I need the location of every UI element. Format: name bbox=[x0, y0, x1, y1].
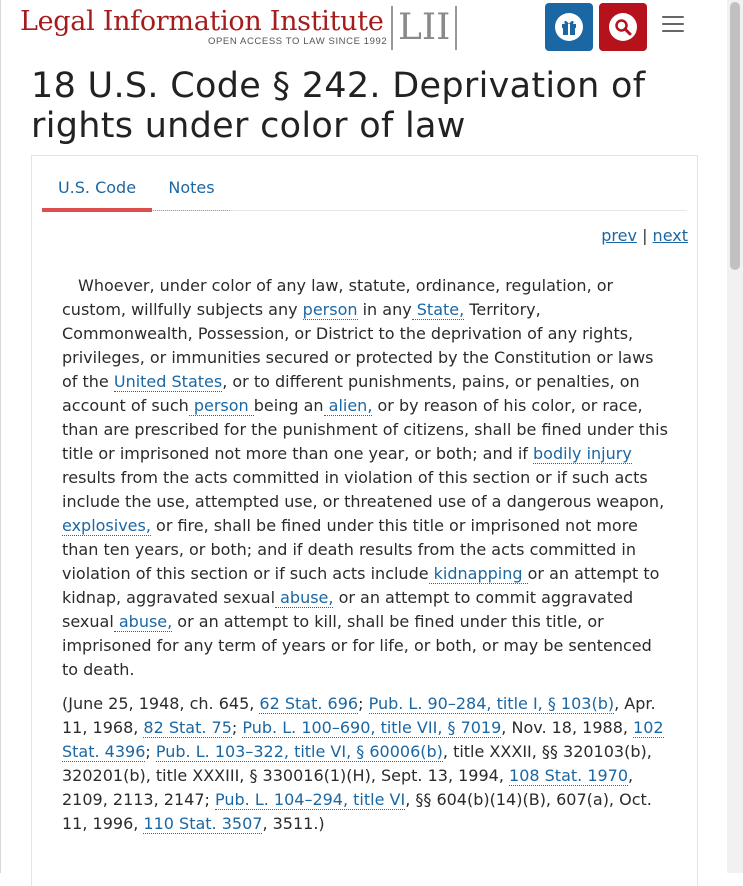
prev-next-nav bbox=[601, 226, 688, 245]
next-link[interactable]: next bbox=[652, 226, 688, 245]
page-title: 18 U.S. Code § 242. Deprivation of rights under color of law bbox=[31, 66, 646, 146]
logo-tagline: OPEN ACCESS TO LAW SINCE 1992 bbox=[208, 36, 388, 47]
definition-link-person[interactable]: person bbox=[302, 300, 358, 319]
prev-link[interactable]: prev bbox=[601, 226, 637, 245]
definition-link-abuse[interactable]: abuse, bbox=[275, 588, 334, 607]
search-button[interactable] bbox=[599, 3, 647, 51]
tab-bar bbox=[42, 170, 687, 211]
definition-link-explosives[interactable]: explosives, bbox=[62, 516, 151, 535]
logo-lii-mark: LII bbox=[391, 6, 457, 50]
stat-link[interactable]: 108 Stat. 1970 bbox=[509, 766, 629, 785]
hamburger-menu-icon[interactable] bbox=[660, 14, 688, 34]
stat-link[interactable]: 62 Stat. 696 bbox=[259, 694, 359, 713]
page-scrollbar[interactable] bbox=[727, 0, 743, 873]
definition-link-kidnapping[interactable]: kidnapping bbox=[428, 564, 528, 583]
source-credit: (June 25, 1948, ch. 645, 62 Stat. 696; Pub. L. 90–284, title I, § 103(b), Apr. 11, 1968, 82 Stat. 75; Pub. L. 100–690, title VII, § 7019, Nov. 18, 1988, 102 Stat. 4396; Pub. L. 103–322, title VI, § 60006(b), title XXXII, §§ 320103(b), 320201(b), title XXXIII, § 330016(1)(H), Sept. 13, 1994, 108 Stat. 1970, 2109, 2113, 2147; Pub. L. 104–294, title VI, §§ 604(b)(14)(B), 607(a), Oct. 11, 1996, 110 Stat. 3507, 3511.) bbox=[62, 694, 664, 833]
tab-notes[interactable]: Notes bbox=[153, 170, 230, 211]
scrollbar-thumb[interactable] bbox=[730, 2, 740, 270]
logo-wordmark: Legal Information Institute bbox=[20, 6, 384, 37]
definition-link-abuse-2[interactable]: abuse, bbox=[113, 612, 173, 631]
definition-link-united-states[interactable]: United States bbox=[113, 372, 223, 391]
statute-paragraph: Whoever, under color of any law, statute, ordinance, regulation, or custom, willfully subjects any person in any State, Territory, Commonwealth, Possession, or District to the deprivation of any rights, privileges, or immunities secured or protected by the Constitution or laws of the United States, or to different punishments, pains, or penalties, on account of such person being an alien, or by reason of his color, or race, than are prescribed for the punishment of citizens, shall be fined under this title or imprisoned not more than one year, or both; and if bodily injury results from the acts committed in violation of this section or if such acts include the use, attempted use, or threatened use of a dangerous weapon, explosives, or fire, shall be fined under this title or imprisoned not more than ten years, or both; and if death results from the acts committed in violation of this section or if such acts include kidnapping or an attempt to kidnap, aggravated sexual abuse, or an attempt to commit aggravated sexual abuse, or an attempt to kill, shall be fined under this title, or imprisoned for any term of years or for life, or both, or may be sentenced to death. bbox=[62, 276, 668, 679]
pub-law-link[interactable]: Pub. L. 103–322, title VI, § 60006(b) bbox=[155, 742, 443, 761]
gift-icon bbox=[555, 13, 583, 41]
tab-us-code[interactable]: U.S. Code bbox=[42, 170, 152, 212]
pub-law-link[interactable]: Pub. L. 90–284, title I, § 103(b) bbox=[368, 694, 615, 713]
definition-link-bodily-injury[interactable]: bodily injury bbox=[533, 444, 632, 463]
prev-next-separator: | bbox=[642, 226, 648, 245]
content-panel bbox=[31, 155, 698, 886]
pub-law-link[interactable]: Pub. L. 104–294, title VI bbox=[214, 790, 406, 809]
page-left-border bbox=[0, 0, 1, 873]
pub-law-link[interactable]: Pub. L. 100–690, title VII, § 7019 bbox=[242, 718, 502, 737]
definition-link-state[interactable]: State, bbox=[411, 300, 465, 319]
stat-link[interactable]: 110 Stat. 3507 bbox=[143, 814, 263, 833]
search-icon bbox=[609, 13, 637, 41]
definition-link-person-2[interactable]: person bbox=[188, 396, 254, 415]
definition-link-alien[interactable]: alien, bbox=[323, 396, 373, 415]
donate-button[interactable] bbox=[545, 3, 593, 51]
stat-link[interactable]: 82 Stat. 75 bbox=[143, 718, 232, 737]
stat-link[interactable]: 102 Stat. 4396 bbox=[62, 718, 664, 761]
statute-text bbox=[62, 274, 672, 836]
